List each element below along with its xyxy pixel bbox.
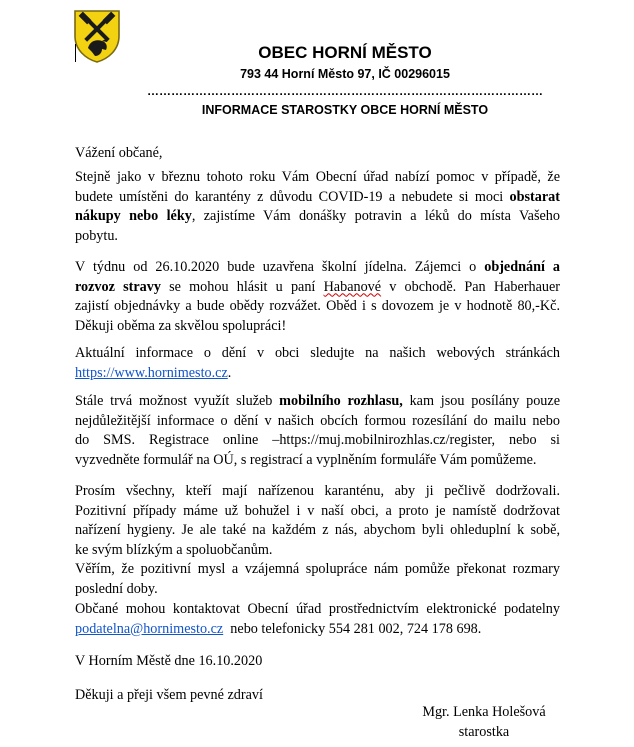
bold-run: nákupy nebo léky: [75, 208, 192, 224]
email-link[interactable]: podatelna@hornimesto.cz: [75, 620, 224, 637]
text-line: [75, 620, 560, 640]
text-line: Aktuální informace o dění v obci sledujte na našich webových stránkách: [75, 345, 560, 361]
text-run: V týdnu od 26.10.2020 bude uzavřena školní jídelna. Zájemci o: [75, 259, 485, 275]
paragraph-canteen: [75, 258, 560, 336]
text-line: zajistí objednávky a bude obědy rozvážet. Oběd i s dovozem je v hodnotě 80,-Kč.: [75, 298, 560, 314]
paragraph-quarantine: [75, 482, 560, 599]
text-run: v obchodě. Pan Haberhauer: [381, 278, 560, 295]
text-line: [75, 364, 560, 384]
text-line: Pozitivní případy máme už bohužel i v naší obci, a proto je namístě dodržovat: [75, 502, 560, 519]
text-run: nebo telefonicky 554 281 002, 724 178 698.: [223, 620, 482, 637]
text-line: [75, 258, 560, 278]
text-line: Děkuji oběma za skvělou spolupráci!: [75, 317, 287, 334]
text-line: Věřím, že pozitivní mysl a vzájemná spolupráce nám pomůže překonat rozmary: [75, 561, 560, 577]
text-line: [75, 392, 560, 412]
text-line: [75, 188, 560, 208]
text-line: Občané mohou kontaktovat Obecní úřad prostřednictvím elektronické podatelny: [75, 601, 560, 617]
signatory-name: Mgr. Lenka Holešová: [422, 704, 546, 720]
text-run: , zajistíme Vám donášky potravin a léků do místa Vašeho: [191, 208, 560, 224]
paragraph-website: [75, 344, 560, 383]
paragraph-mobile-radio: [75, 392, 560, 470]
bold-run: obstarat: [509, 188, 560, 205]
municipality-title: OBEC HORNÍ MĚSTO: [258, 43, 432, 62]
text-line: Stejně jako v březnu tohoto roku Vám Obecní úřad nabízí pomoc v případě, že: [75, 169, 560, 185]
info-heading: INFORMACE STAROSTKY OBCE HORNÍ MĚSTO: [201, 103, 489, 117]
header-separator: [28, 84, 634, 98]
date-line: V Horním Městě dne 16.10.2020: [75, 653, 263, 669]
website-link[interactable]: https://www.hornimesto.cz: [75, 364, 228, 381]
text-line: pobytu.: [75, 227, 118, 244]
text-line: [75, 207, 560, 227]
text-line: ke svým blízkým a spoluobčanům.: [75, 541, 273, 558]
text-run: budete umístěni do karantény z důvodu COVID-19 a nebudete si moci: [75, 188, 510, 205]
text-line: [75, 278, 560, 298]
text-line: Prosím všechny, kteří mají nařízenou karanténu, aby ji pečlivě dodržovali.: [75, 483, 560, 499]
bold-run: rozvoz stravy: [75, 278, 161, 295]
bold-run: objednání a: [484, 259, 560, 275]
separator-dots: ………………………………………………………………………………………: [147, 84, 543, 98]
spellcheck-word: Habanové: [323, 278, 382, 295]
text-run: .: [227, 364, 232, 381]
text-line: do SMS. Registrace online –https://muj.mobilnirozhlas.cz/register, nebo si: [75, 432, 560, 448]
text-run: se mohou hlásit u paní: [160, 278, 324, 295]
bold-run: mobilního rozhlasu,: [279, 393, 403, 409]
text-line: nařízení hygieny. Je ale také na každém z nás, abychom byli ohleduplní k sobě,: [75, 522, 560, 538]
municipality-address: 793 44 Horní Město 97, IČ 00296015: [240, 67, 450, 81]
text-run: Stále trvá možnost využít služeb: [75, 393, 280, 409]
closing-line: Děkuji a přeji všem pevné zdraví: [75, 687, 263, 703]
paragraph-assistance: [75, 168, 560, 246]
text-line: vyzvedněte formulář na OÚ, s registrací a vyplněním formuláře Vám pomůžeme.: [75, 451, 537, 468]
signature-block: [414, 703, 554, 742]
signatory-role: starostka: [458, 723, 510, 740]
greeting: Vážení občané,: [75, 145, 163, 161]
text-line: poslední doby.: [75, 580, 158, 597]
text-line: nejdůležitější informace o dění v našich obcích formou rozesílání do mailu nebo: [75, 412, 560, 429]
text-run: kam jsou posílány pouze: [402, 393, 560, 409]
paragraph-contact: [75, 600, 560, 639]
